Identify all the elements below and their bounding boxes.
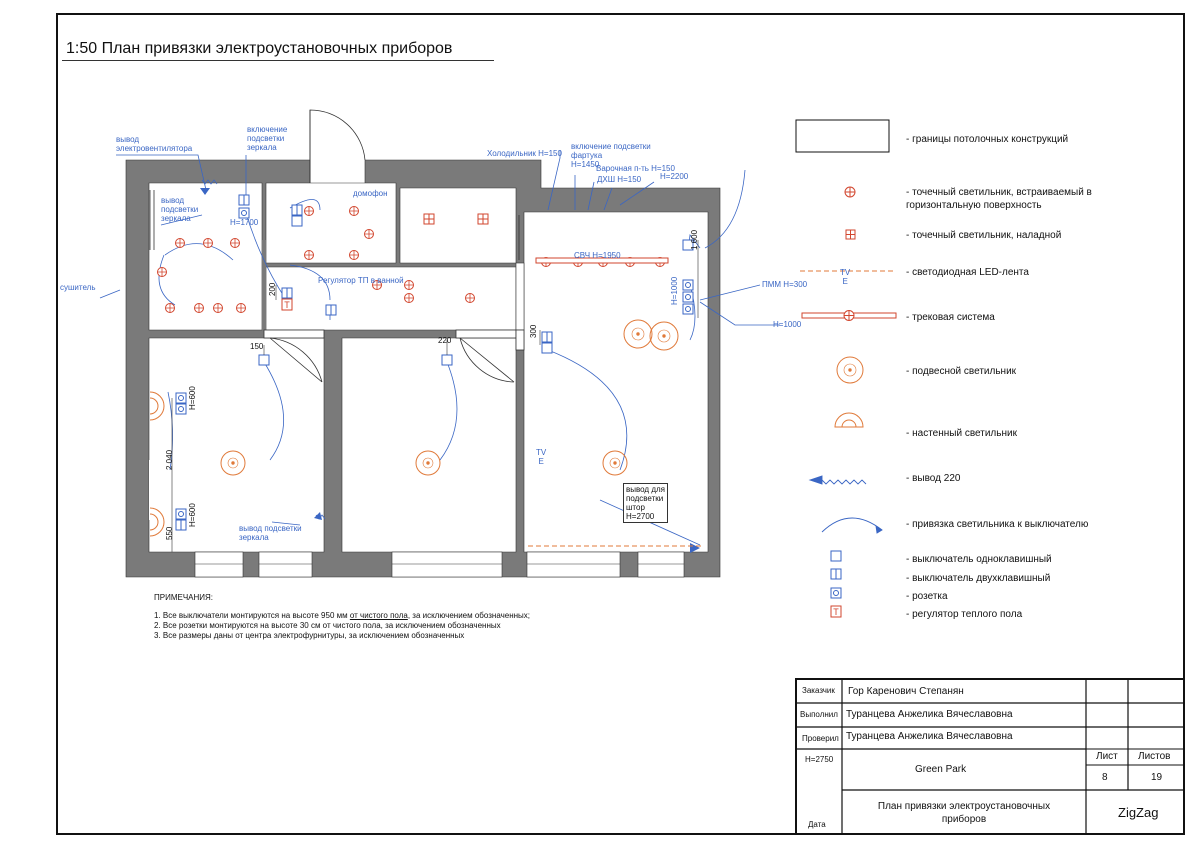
- legend-label-ceiling-boundary: - границы потолочных конструкций: [906, 134, 1069, 145]
- legend-regulator-symbol: [831, 606, 841, 617]
- legend-wall-light-symbol: [835, 413, 863, 427]
- plan-label-tv-e-legend: TV E: [840, 268, 851, 286]
- plan-label-vkl-podsvetki-zerkala: включение подсветки зеркала: [247, 125, 288, 152]
- plan-label-domofon: домофон: [353, 189, 388, 198]
- tb-studio: ZigZag: [1118, 805, 1159, 820]
- legend-label-switch-link: - привязка светильника к выключателю: [906, 519, 1089, 530]
- plan-label-h600-a: H=600: [188, 386, 197, 410]
- legend-surface-spotlight-symbol: [846, 230, 855, 239]
- legend-label-double-switch: - выключатель двухклавишный: [906, 573, 1051, 584]
- plan-label-dim-150: 150: [250, 342, 264, 351]
- notes-heading: ПРИМЕЧАНИЯ:: [154, 593, 214, 602]
- legend-switch-link-symbol: [822, 518, 882, 533]
- dimension-lines: [172, 240, 698, 552]
- tb-vypolnil-label: Выполнил: [800, 710, 838, 719]
- plan-label-regulator-tp: Регулятор ТП в ванной: [318, 276, 404, 285]
- legend-single-switch-symbol: [831, 551, 841, 561]
- plan-label-dim-550: 550: [165, 526, 174, 540]
- title-underline: [62, 60, 494, 61]
- tb-list-label: Лист: [1096, 751, 1118, 762]
- legend-label-socket: - розетка: [906, 591, 948, 602]
- legend-label-pendant-light: - подвесной светильник: [906, 366, 1017, 377]
- legend-socket-symbol: [831, 588, 841, 598]
- plan-label-vyvod-podsvetki-zerkala-bottom: вывод подсветки зеркала: [239, 524, 302, 542]
- plan-label-vkl-podsvetki-fartuka: включение подсветки фартука H=1450: [571, 142, 651, 169]
- floor-heating-regulator-plan: [282, 299, 292, 310]
- plan-label-vyvod-shtor: вывод для подсветки штор H=2700: [623, 483, 668, 523]
- plan-label-sushitel: сушитель: [60, 283, 96, 292]
- tb-date-label: Дата: [808, 820, 826, 829]
- plan-label-dim-200: 200: [268, 282, 277, 296]
- legend-label-floor-heating-regulator: - регулятор теплого пола: [906, 609, 1023, 620]
- tb-list-value: 8: [1102, 772, 1108, 783]
- legend-label-surface-spotlight: - точечный светильник, наладной: [906, 230, 1062, 241]
- legend-recessed-spotlight-symbol: [845, 187, 855, 197]
- plan-label-vyvod-ventilator: вывод электровентилятора: [116, 135, 193, 153]
- plan-label-dush: ДХШ H=150: [597, 175, 642, 184]
- tb-vypolnil-value: Туранцева Анжелика Вячеславовна: [846, 709, 1013, 720]
- plan-label-varochnaya: Варочная п-ть H=150: [596, 164, 675, 173]
- plan-label-dim-300: 300: [529, 324, 538, 338]
- legend-label-led-strip: - светодиодная LED-лента: [906, 267, 1029, 278]
- svg-text:T: T: [284, 300, 290, 310]
- plan-label-svch: СВЧ H=1950: [574, 251, 621, 260]
- tb-sheet-name: План привязки электроустановочных приборов: [877, 801, 1051, 825]
- legend-label-wall-light: - настенный светильник: [906, 428, 1017, 439]
- legend-symbols: [796, 120, 896, 617]
- tb-listov-value: 19: [1151, 772, 1163, 783]
- plan-label-h1000-right: H=1000: [773, 320, 802, 329]
- legend-track-symbol: [802, 311, 896, 321]
- surface-spotlights: [424, 214, 488, 224]
- note-1-text-a: 1. Все выключатели монтируются на высоте 950 мм: [154, 611, 350, 620]
- legend-pendant-symbol: [837, 357, 863, 383]
- plan-label-vyvod-podsvetki-zerkala-top: вывод подсветки зеркала: [161, 196, 199, 223]
- note-1-text-b: , за исключением обозначенных;: [407, 611, 531, 620]
- tb-proveril-label: Проверил: [802, 734, 839, 743]
- tb-listov-label: Листов: [1138, 751, 1171, 762]
- plan-label-h1000-vert: H=1000: [670, 276, 679, 305]
- plan-label-h2200: H=2200: [660, 172, 689, 181]
- tb-proveril-value: Туранцева Анжелика Вячеславовна: [846, 731, 1013, 742]
- notes-block: [154, 593, 530, 641]
- tb-height: H=2750: [805, 755, 834, 764]
- plan-label-holodilnik: Холодильник H=150: [487, 149, 562, 158]
- switches-sockets: [176, 195, 693, 530]
- note-1-underlined: от чистого пола: [349, 611, 408, 620]
- plan-label-tv-e-left: TV E: [536, 448, 547, 466]
- plan-label-dim-220: 220: [438, 336, 452, 345]
- tb-project: Green Park: [915, 764, 967, 775]
- legend-double-switch-symbol: [831, 569, 841, 579]
- plan-label-h1700: H=1700: [230, 218, 259, 227]
- sheet-title: 1:50 План привязки электроустановочных приборов: [66, 40, 453, 57]
- tb-zakazchik-label: Заказчик: [802, 686, 835, 695]
- note-3: 3. Все размеры даны от центра электрофурнитуры, за исключением обозначенных: [154, 631, 465, 640]
- legend-label-recessed-spotlight: - точечный светильник, встраиваемый в горизонтальную поверхность: [906, 187, 1092, 211]
- windows: [195, 552, 684, 577]
- plan-label-h600-b: H=600: [188, 503, 197, 527]
- legend-outlet-220-symbol: [810, 476, 866, 484]
- legend-label-outlet-220: - вывод 220: [906, 473, 961, 484]
- svg-text:T: T: [833, 607, 839, 617]
- legend-ceiling-boundary-symbol: [796, 120, 889, 152]
- plan-label-dim-2040: 2 040: [165, 449, 174, 470]
- note-1: [154, 611, 530, 621]
- note-2: 2. Все розетки монтируются на высоте 30 см от чистого пола, за исключением обозначенных: [154, 621, 501, 630]
- tb-zakazchik-value: Гор Каренович Степанян: [848, 686, 964, 697]
- plan-label-dim-1600: 1 600: [690, 229, 699, 250]
- plan-label-pmm: ПММ H=300: [762, 280, 808, 289]
- legend-label-track-system: - трековая система: [906, 312, 995, 323]
- legend-label-single-switch: - выключатель одноклавишный: [906, 554, 1052, 565]
